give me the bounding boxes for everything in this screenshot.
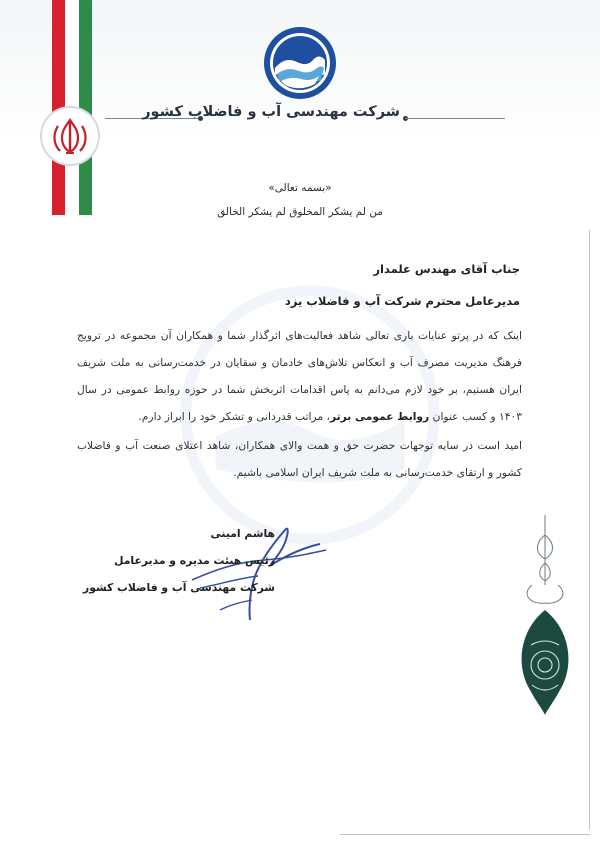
paragraph-text: ، مراتب قدردانی و تشکر خود را ابراز دارم. <box>138 410 330 423</box>
signature-block <box>83 520 275 601</box>
page-border-right <box>589 230 590 830</box>
iran-emblem <box>42 108 98 164</box>
signatory-organization: شرکت مهندسی آب و فاضلاب کشور <box>83 581 275 594</box>
award-title: روابط عمومی برتر <box>329 410 430 423</box>
header-rule-right <box>405 118 505 119</box>
letter-paragraph-1 <box>77 322 522 430</box>
decorative-ornament-icon <box>510 515 580 715</box>
signatory-position: رئیس هیئت مدیره و مدیرعامل <box>114 554 275 567</box>
organization-name: شرکت مهندسی آب و فاضلاب کشور <box>142 104 400 120</box>
page-border-bottom <box>340 834 590 835</box>
recipient-title: مدیرعامل محترم شرکت آب و فاضلاب یزد <box>284 294 520 308</box>
basmala: «بسمه تعالی» <box>268 182 332 194</box>
letter-paragraph-2: امید است در سایه توجهات حضرت حق و همت والای همکاران، شاهد اعتلای صنعت آب و فاضلاب کشور و ارتقای خدمت‌رسانی به ملت شریف ایران اسلامی باشیم. <box>77 439 522 479</box>
signatory-name: هاشم امینی <box>210 527 275 540</box>
iran-emblem-icon <box>42 108 98 164</box>
company-logo-icon <box>263 26 337 100</box>
hadith-quote: من لم یشکر المخلوق لم یشکر الخالق <box>217 206 383 218</box>
recipient-name: جناب آقای مهندس علمدار <box>373 262 520 276</box>
paragraph-text: اینک که در پرتو عنایات باری تعالی شاهد فعالیت‌های اثرگذار شما و همکاران آن مجموعه در ترویج فرهنگ مدیریت مصرف آب و انعکاس تلاش‌های خادمان و سقایان در خدمت‌رسانی به ملت شریف ایران هستیم، بر خود لازم می‌دانم به پاس اقدامات اثربخش شما در حوزه روابط عمومی در سال ۱۴۰۳ و کسب عنوان <box>77 329 522 423</box>
